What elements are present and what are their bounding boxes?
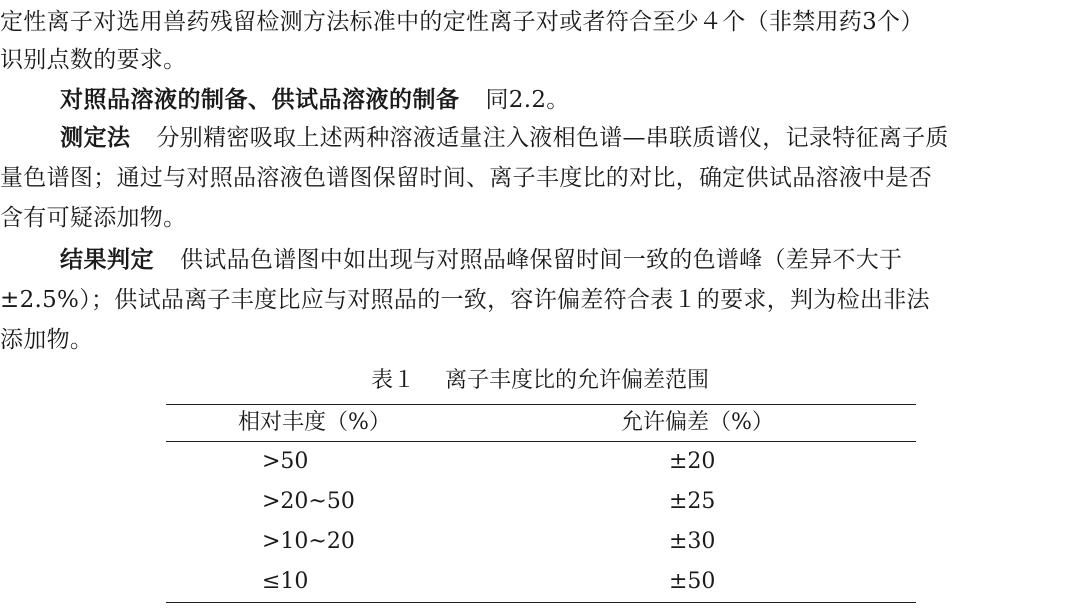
section-heading: 结果判定 xyxy=(60,247,154,273)
table-title: 离子丰度比的允许偏差范围 xyxy=(445,368,710,393)
table-header-row xyxy=(166,405,916,442)
table-caption xyxy=(0,366,1080,396)
paragraph-line: 识别点数的要求。 xyxy=(0,47,187,73)
paragraph-text: 同2.2。 xyxy=(485,87,570,113)
paragraph-method xyxy=(60,120,1080,156)
section-heading: 对照品溶液的制备、供试品溶液的制备 xyxy=(60,87,460,113)
paragraph-line: 量色谱图；通过与对照品溶液色谱图保留时间、离子丰度比的对比，确定供试品溶液中是否 xyxy=(0,165,932,191)
table-row xyxy=(166,562,916,602)
table-row xyxy=(166,522,916,562)
paragraph-line: 添加物。 xyxy=(0,327,94,353)
section-heading: 测定法 xyxy=(60,125,131,151)
paragraph-text: 供试品色谱图中如出现与对照品峰保留时间一致的色谱峰（差异不大于 xyxy=(180,247,903,273)
allowed-deviation-cell: ±20 xyxy=(669,449,716,474)
header-allowed-deviation: 允许偏差（%） xyxy=(621,410,774,435)
relative-abundance-cell: ≤10 xyxy=(262,569,309,594)
paragraph-result xyxy=(60,242,1080,278)
paragraph-preparation xyxy=(60,82,1080,118)
paragraph-line: 定性离子对选用兽药残留检测方法标准中的定性离子对或者符合至少４个（非禁用药3个） xyxy=(0,9,924,35)
paragraph-line: 含有可疑添加物。 xyxy=(0,205,187,231)
table-row xyxy=(166,482,916,522)
header-relative-abundance: 相对丰度（%） xyxy=(238,410,391,435)
tolerance-table xyxy=(166,404,916,603)
allowed-deviation-cell: ±30 xyxy=(669,529,716,554)
table-number: 表１ xyxy=(370,368,415,393)
paragraph-line: ±2.5%）；供试品离子丰度比应与对照品的一致，容许偏差符合表１的要求，判为检出非法 xyxy=(0,287,930,313)
relative-abundance-cell: >10~20 xyxy=(262,529,355,554)
relative-abundance-cell: >50 xyxy=(262,449,309,474)
allowed-deviation-cell: ±25 xyxy=(669,489,716,514)
allowed-deviation-cell: ±50 xyxy=(669,569,716,594)
paragraph-text: 分别精密吸取上述两种溶液适量注入液相色谱—串联质谱仪，记录特征离子质 xyxy=(156,125,949,151)
table-row xyxy=(166,442,916,482)
relative-abundance-cell: >20~50 xyxy=(262,489,355,514)
